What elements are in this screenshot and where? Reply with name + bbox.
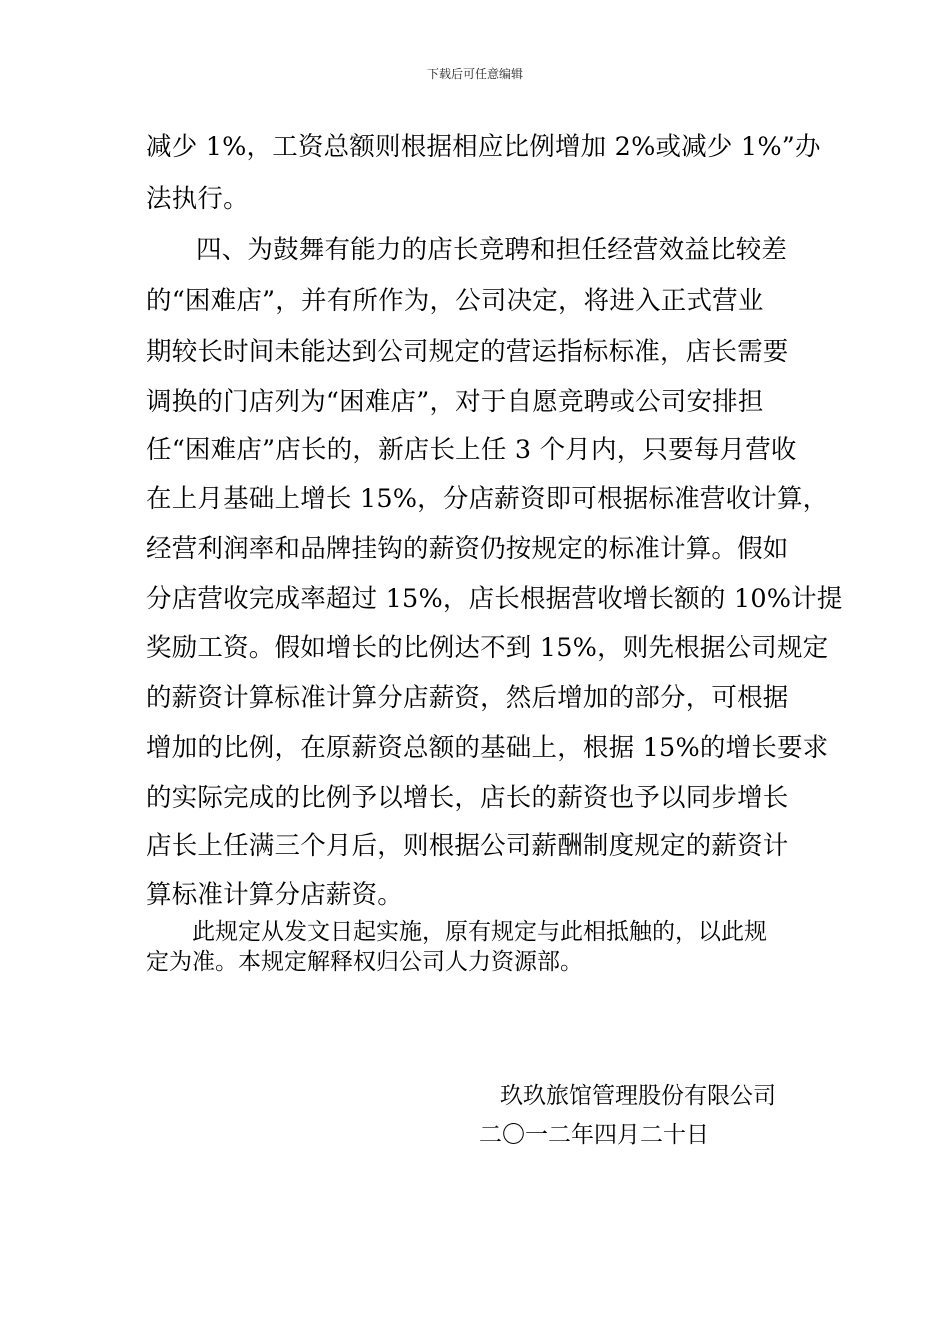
signature-date: 二〇一二年四月二十日 [479, 1122, 709, 1148]
paragraph-line: 任“困难店”店长的，新店长上任 3 个月内，只要每月营收 [146, 435, 797, 465]
paragraph-line: 的实际完成的比例予以增长，店长的薪资也予以同步增长 [146, 783, 789, 813]
closing-paragraph-line: 此规定从发文日起实施，原有规定与此相抵触的，以此规 [192, 919, 767, 945]
paragraph-line: 四、为鼓舞有能力的店长竞聘和担任经营效益比较差 [196, 235, 788, 265]
paragraph-line: 奖励工资。假如增长的比例达不到 15%，则先根据公司规定 [146, 633, 829, 663]
paragraph-line: 在上月基础上增长 15%，分店薪资即可根据标准营收计算， [146, 484, 829, 514]
paragraph-line: 算标准计算分店薪资。 [146, 880, 404, 910]
paragraph-line: 增加的比例，在原薪资总额的基础上，根据 15%的增长要求 [146, 733, 829, 763]
paragraph-line: 经营利润率和品牌挂钩的薪资仍按规定的标准计算。假如 [146, 534, 789, 564]
paragraph-line: 的薪资计算标准计算分店薪资，然后增加的部分，可根据 [146, 683, 789, 713]
paragraph-line: 期较长时间未能达到公司规定的营运指标标准，店长需要 [146, 337, 789, 367]
paragraph-line: 分店营收完成率超过 15%，店长根据营收增长额的 10%计提 [146, 584, 843, 614]
paragraph-line: 的“困难店”，并有所作为，公司决定，将进入正式营业 [146, 286, 764, 316]
paragraph-line: 店长上任满三个月后，则根据公司薪酬制度规定的薪资计 [146, 831, 789, 861]
paragraph-line: 调换的门店列为“困难店”，对于自愿竞聘或公司安排担 [146, 387, 764, 417]
header-note: 下载后可任意编辑 [426, 67, 523, 81]
paragraph-line: 减少 1%，工资总额则根据相应比例增加 2%或减少 1%”办 [146, 132, 821, 162]
paragraph-line: 法执行。 [146, 184, 249, 214]
closing-paragraph-line: 定为准。本规定解释权归公司人力资源部。 [146, 949, 583, 975]
signature-company: 玖玖旅馆管理股份有限公司 [500, 1083, 776, 1109]
